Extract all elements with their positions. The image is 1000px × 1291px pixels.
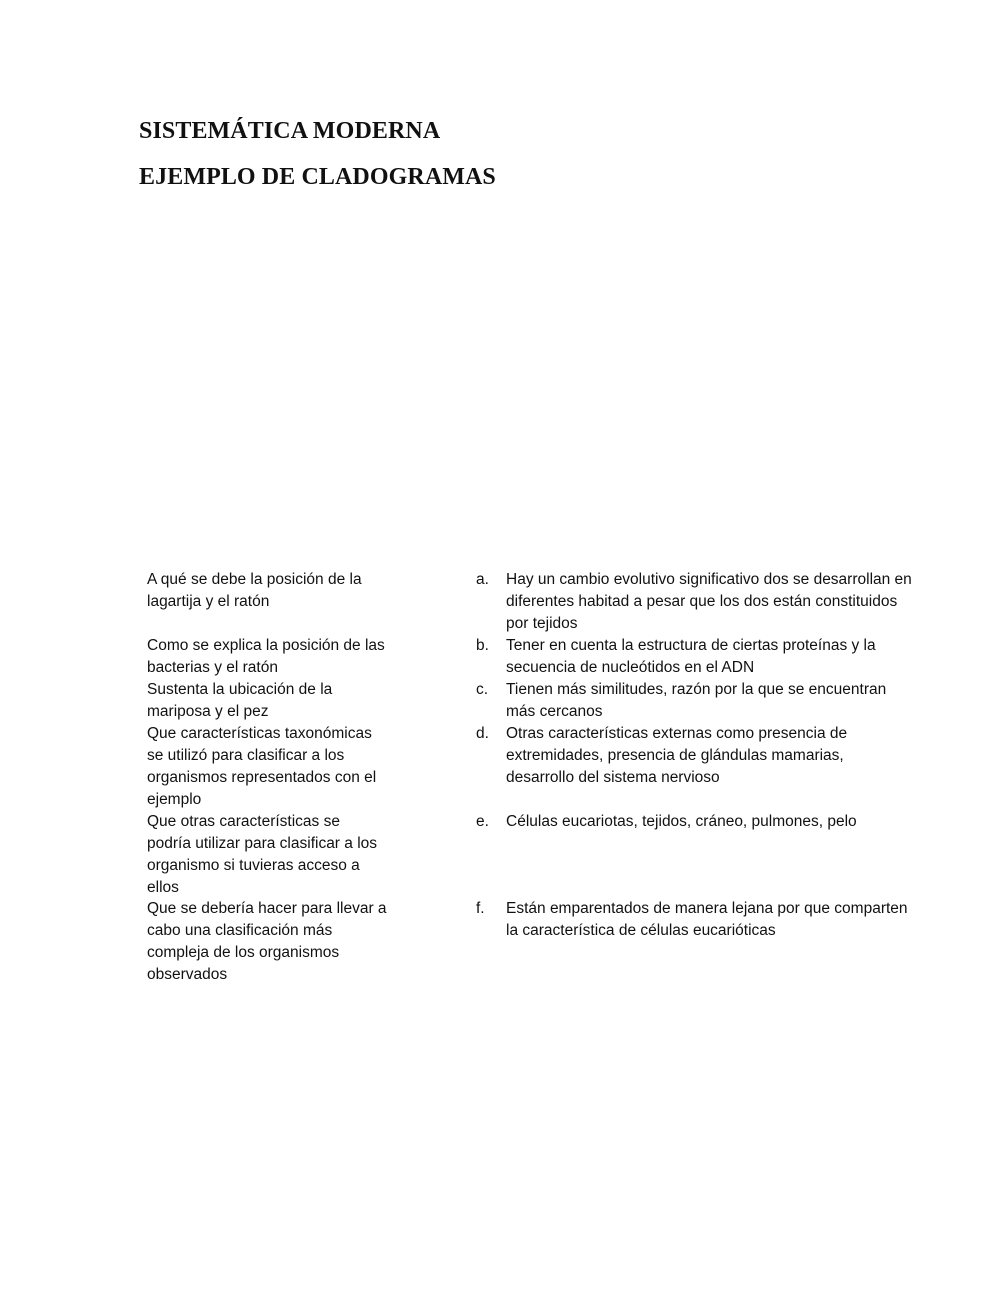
answer-letter: e. xyxy=(476,813,489,830)
question-item: Como se explica la posición de las bacterias y el ratón xyxy=(147,637,385,676)
answer-letter: d. xyxy=(476,725,489,742)
answer-text: Tienen más similitudes, razón por la que se encuentran más cercanos xyxy=(506,681,887,720)
answer-text: Células eucariotas, tejidos, cráneo, pulmones, pelo xyxy=(506,813,857,830)
answer-text: Tener en cuenta la estructura de ciertas proteínas y la secuencia de nucleótidos en el ADN xyxy=(506,637,876,676)
answer-letter: c. xyxy=(476,681,489,698)
page-subtitle: EJEMPLO DE CLADOGRAMAS xyxy=(139,164,496,190)
answer-item xyxy=(476,811,916,833)
page-title: SISTEMÁTICA MODERNA xyxy=(139,118,441,144)
answer-letter: f. xyxy=(476,900,485,917)
answer-item xyxy=(476,723,916,789)
answer-text: Hay un cambio evolutivo significativo dos se desarrollan en diferentes habitad a pesar que los dos están constituidos por tejidos xyxy=(506,571,912,632)
answer-letter: a. xyxy=(476,571,489,588)
answer-item xyxy=(476,569,916,635)
answer-item xyxy=(476,679,916,723)
question-item: Sustenta la ubicación de la mariposa y el pez xyxy=(147,681,333,720)
answer-text: Otras características externas como presencia de extremidades, presencia de glándulas mamarias, desarrollo del sistema nervioso xyxy=(506,725,848,786)
answer-item xyxy=(476,635,916,679)
answer-text: Están emparentados de manera lejana por que comparten la característica de células eucarióticas xyxy=(506,900,908,939)
question-item: Que características taxonómicas se utilizó para clasificar a los organismos representados con el ejemplo xyxy=(147,725,377,808)
question-item: Que otras características se podría utilizar para clasificar a los organismo si tuvieras acceso a ellos xyxy=(147,813,378,896)
answer-letter: b. xyxy=(476,637,489,654)
question-item: A qué se debe la posición de la lagartija y el ratón xyxy=(147,571,362,610)
answer-item xyxy=(476,898,916,942)
question-item: Que se debería hacer para llevar a cabo una clasificación más compleja de los organismos observados xyxy=(147,900,387,983)
